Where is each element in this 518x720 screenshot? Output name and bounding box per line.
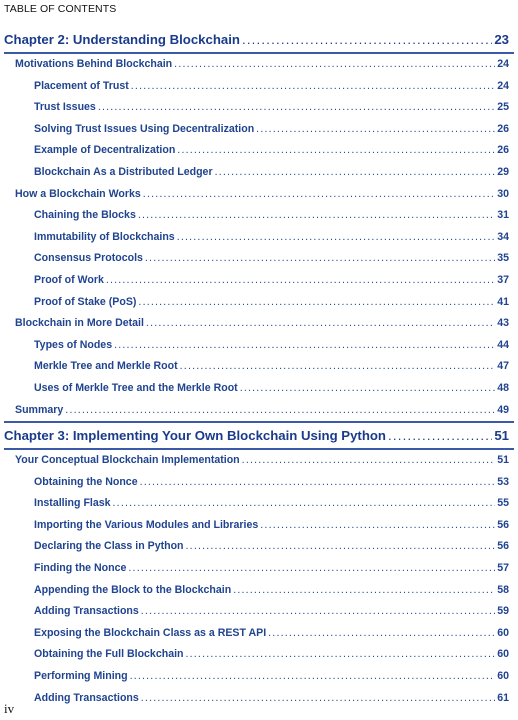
dot-leader [98,97,495,119]
subsection-entry-title: Example of Decentralization [34,144,176,157]
dot-leader [215,162,496,184]
subsection-entry[interactable] [0,119,518,141]
dot-leader [233,580,495,602]
dot-leader [130,666,496,688]
dot-leader [113,493,496,515]
subsection-entry-title: Proof of Work [34,273,104,286]
subsection-entry-title: Chaining the Blocks [34,209,136,222]
chapter-entry[interactable] [0,27,518,52]
subsection-entry[interactable] [0,623,518,645]
dot-leader [141,601,495,623]
section-entry-title: Summary [15,403,64,416]
dot-leader [260,515,495,537]
section-entry[interactable] [0,400,518,422]
subsection-entry[interactable] [0,601,518,623]
subsection-entry-page-number: 47 [497,360,509,373]
subsection-entry-title: Blockchain As a Distributed Ledger [34,165,213,178]
subsection-entry-title: Adding Transactions [34,691,139,704]
dot-leader [143,184,495,206]
subsection-entry-page-number: 60 [497,648,509,661]
dot-leader [146,313,495,335]
subsection-entry-page-number: 53 [497,475,509,488]
chapter-entry-title: Chapter 3: Implementing Your Own Blockchain Using Python [4,428,386,444]
dot-leader [141,688,495,710]
subsection-entry-page-number: 60 [497,670,509,683]
section-entry-page-number: 49 [497,403,509,416]
subsection-entry-page-number: 24 [497,79,509,92]
subsection-entry-title: Uses of Merkle Tree and the Merkle Root [34,381,238,394]
subsection-entry-page-number: 31 [497,209,509,222]
subsection-entry-page-number: 26 [497,144,509,157]
chapter-entry[interactable] [0,423,518,448]
subsection-entry[interactable] [0,644,518,666]
dot-leader [106,270,495,292]
subsection-entry[interactable] [0,356,518,378]
subsection-entry-title: Adding Transactions [34,605,139,618]
subsection-entry[interactable] [0,688,518,710]
subsection-entry-page-number: 56 [497,540,509,553]
section-entry-title: Blockchain in More Detail [15,317,144,330]
subsection-entry[interactable] [0,248,518,270]
subsection-entry[interactable] [0,270,518,292]
section-entry-title: How a Blockchain Works [15,187,141,200]
subsection-entry[interactable] [0,515,518,537]
dot-leader [138,205,495,227]
subsection-entry[interactable] [0,97,518,119]
subsection-entry[interactable] [0,378,518,400]
subsection-entry-page-number: 41 [497,295,509,308]
subsection-entry-title: Immutability of Blockchains [34,230,175,243]
running-header: TABLE OF CONTENTS [4,3,117,15]
subsection-entry-page-number: 59 [497,605,509,618]
subsection-entry-title: Importing the Various Modules and Libraries [34,518,259,531]
section-entry-title: Motivations Behind Blockchain [15,58,173,70]
subsection-entry-page-number: 34 [497,230,509,243]
dot-leader [242,27,492,52]
subsection-entry[interactable] [0,493,518,515]
subsection-entry[interactable] [0,140,518,162]
dot-leader [138,292,495,314]
subsection-entry[interactable] [0,227,518,249]
section-entry-page-number: 24 [497,58,509,70]
subsection-entry-page-number: 57 [497,562,509,575]
subsection-entry-title: Solving Trust Issues Using Decentralization [34,122,255,135]
subsection-entry[interactable] [0,580,518,602]
dot-leader [186,644,496,666]
subsection-entry[interactable] [0,335,518,357]
subsection-entry-page-number: 37 [497,273,509,286]
subsection-entry-title: Installing Flask [34,497,111,510]
subsection-entry-title: Placement of Trust [34,79,129,92]
section-entry-title: Your Conceptual Blockchain Implementation [15,454,240,467]
subsection-entry-title: Exposing the Blockchain Class as a REST API [34,626,267,639]
subsection-entry-page-number: 61 [497,691,509,704]
subsection-entry-page-number: 25 [497,101,509,114]
subsection-entry-title: Finding the Nonce [34,562,127,575]
subsection-entry[interactable] [0,76,518,98]
subsection-entry-page-number: 58 [497,583,509,596]
section-entry-page-number: 30 [497,187,509,200]
subsection-entry-title: Declaring the Class in Python [34,540,184,553]
chapter-entry-page-number: 51 [494,428,509,444]
subsection-entry-page-number: 26 [497,122,509,135]
subsection-entry-title: Consensus Protocols [34,252,143,265]
subsection-entry[interactable] [0,666,518,688]
subsection-entry-title: Appending the Block to the Blockchain [34,583,232,596]
dot-leader [177,227,496,249]
subsection-entry-page-number: 44 [497,338,509,351]
subsection-entry[interactable] [0,472,518,494]
subsection-entry-page-number: 56 [497,518,509,531]
section-entry[interactable] [0,450,518,472]
dot-leader [180,356,496,378]
dot-leader [256,119,495,141]
dot-leader [140,472,496,494]
subsection-entry-page-number: 55 [497,497,509,510]
dot-leader [268,623,495,645]
subsection-entry-page-number: 60 [497,626,509,639]
section-entry[interactable] [0,54,518,76]
chapter-entry-title: Chapter 2: Understanding Blockchain [4,32,240,47]
subsection-entry-title: Performing Mining [34,670,128,683]
section-entry-page-number: 43 [497,317,509,330]
subsection-entry-title: Proof of Stake (PoS) [34,295,137,308]
subsection-entry-title: Trust Issues [34,101,96,114]
dot-leader [177,140,495,162]
subsection-entry[interactable] [0,205,518,227]
dot-leader [242,450,496,472]
subsection-entry[interactable] [0,162,518,184]
section-entry-page-number: 51 [497,454,509,467]
subsection-entry-title: Merkle Tree and Merkle Root [34,360,178,373]
section-entry[interactable] [0,184,518,206]
dot-leader [65,400,495,422]
dot-leader [186,536,496,558]
section-entry[interactable] [0,313,518,335]
dot-leader [114,335,495,357]
dot-leader [240,378,496,400]
dot-leader [145,248,495,270]
dot-leader [128,558,495,580]
subsection-entry[interactable] [0,536,518,558]
subsection-entry[interactable] [0,292,518,314]
chapter-entry-page-number: 23 [494,32,509,47]
table-of-contents [0,27,518,709]
subsection-entry-page-number: 35 [497,252,509,265]
dot-leader [174,54,495,76]
subsection-entry-page-number: 48 [497,381,509,394]
subsection-entry-title: Obtaining the Nonce [34,475,138,488]
subsection-entry[interactable] [0,558,518,580]
page-number: iv [4,701,15,716]
subsection-entry-title: Types of Nodes [34,338,113,351]
subsection-entry-page-number: 29 [497,165,509,178]
dot-leader [131,76,495,98]
dot-leader [388,423,492,448]
subsection-entry-title: Obtaining the Full Blockchain [34,648,184,661]
